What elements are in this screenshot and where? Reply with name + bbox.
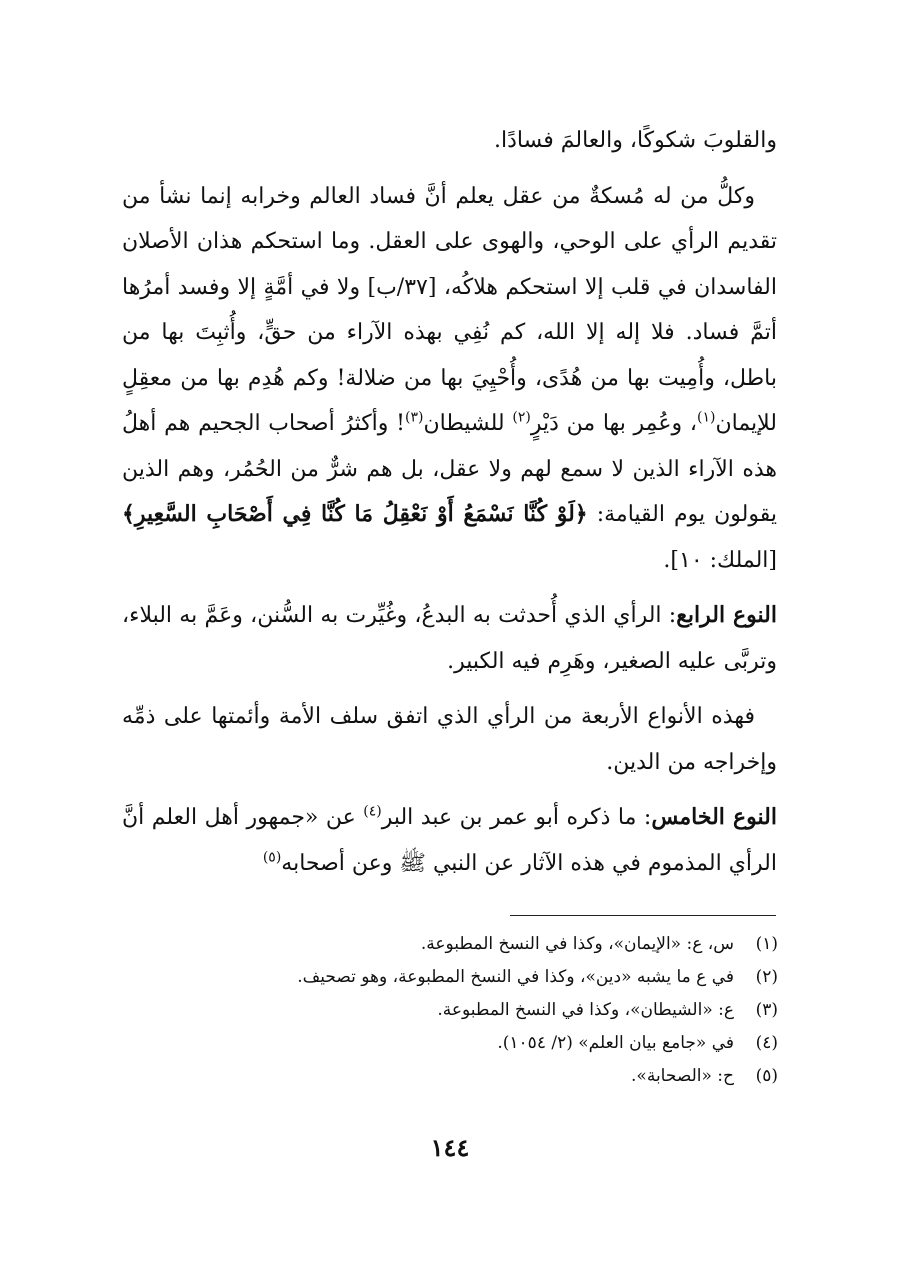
- footnote-5: (٥)ح: «الصحابة».: [631, 1066, 778, 1086]
- quran-verse: ﴿لَوْ كُنَّا نَسْمَعُ أَوْ نَعْقِلُ مَا كُنَّا فِي أَصْحَابِ السَّعِيرِ﴾: [122, 501, 588, 527]
- paragraph-fourth-type: النوع الرابع: الرأي الذي أُحدثت به البدعُ، وغُيِّرت به السُّنن، وعَمَّ به البلاء، وتربَّى عليه الصغير، وهَرِم فيه الكبير.: [122, 602, 778, 674]
- footnote-4: (٤)في «جامع بيان العلم» (٢/ ١٠٥٤).: [497, 1033, 778, 1053]
- footnote-ref-1[interactable]: (١): [696, 409, 716, 426]
- verse-reference: [الملك: ١٠].: [663, 547, 777, 573]
- section-term-fifth: النوع الخامس: [651, 804, 777, 830]
- footnote-3: (٣)ع: «الشيطان»، وكذا في النسخ المطبوعة.: [437, 1000, 778, 1020]
- footnote-ref-2[interactable]: (٢): [512, 409, 531, 426]
- paragraph-fifth-type: النوع الخامس: ما ذكره أبو عمر بن عبد البر$^{(٤)}$ عن «جمهور أهل العلم أنَّ الرأي المذموم في هذه الآثار عن النبي ﷺ وعن أصحابه$^{(٥)}$: [122, 803, 777, 876]
- footnote-divider: [510, 915, 776, 916]
- main-text: [122, 118, 777, 896]
- footnote-ref-4[interactable]: (٤): [363, 803, 382, 820]
- paragraph-summary: فهذه الأنواع الأربعة من الرأي الذي اتفق سلف الأمة وأئمتها على ذمِّه وإخراجه من الدين.: [122, 704, 777, 775]
- page-number: ١٤٤: [430, 1133, 470, 1162]
- footnote-1: (١)س، ع: «الإيمان»، وكذا في النسخ المطبوعة.: [420, 934, 778, 954]
- footnote-ref-3[interactable]: (٣): [404, 409, 424, 426]
- paragraph-corrupt-opinion: وكلُّ من له مُسكةٌ من عقل يعلم أنَّ فساد العالم وخرابه إنما نشأ من تقديم الرأي على الوحي، والهوى على العقل. وما استحكم هذان الأصلان الفاسدان في قلب إلا استحكم هلاكُه، [٣٧/ب] ولا في أمَّةٍ إلا وفسد أمرُها أتمَّ فساد. فلا إله إلا الله، كم نُفِي بهذه الآراء من حقٍّ، وأُثبِتَ بها من باطل، وأُمِيت بها من هُدًى، وأُحْيِيَ بها من ضلالة! وكم هُدِم بها من معقِلٍ للإيمان$^{(١)}$، وعُمِر بها من دَيْرٍ$^{(٢)}$ للشيطان$^{(٣)}$! وأكثرُ أصحاب الجحيم هم أهلُ هذه الآراء الذين لا سمع لهم ولا عقل، بل هم شرٌّ من الحُمُر، وهم الذين يقولون يوم القيامة: ﴿لَوْ كُنَّا نَسْمَعُ أَوْ نَعْقِلُ مَا كُنَّا فِي أَصْحَابِ السَّعِيرِ﴾ [الملك: ١٠].: [122, 183, 777, 573]
- footnotes: [138, 928, 778, 1093]
- footnote-ref-5[interactable]: (٥): [262, 849, 282, 866]
- paragraph-continuation: والقلوبَ شكوكًا، والعالمَ فسادًا.: [494, 128, 777, 153]
- footnote-2: (٢)في ع ما يشبه «دين»، وكذا في النسخ المطبوعة، وهو تصحيف.: [297, 967, 778, 987]
- section-term-fourth: النوع الرابع: [676, 602, 778, 628]
